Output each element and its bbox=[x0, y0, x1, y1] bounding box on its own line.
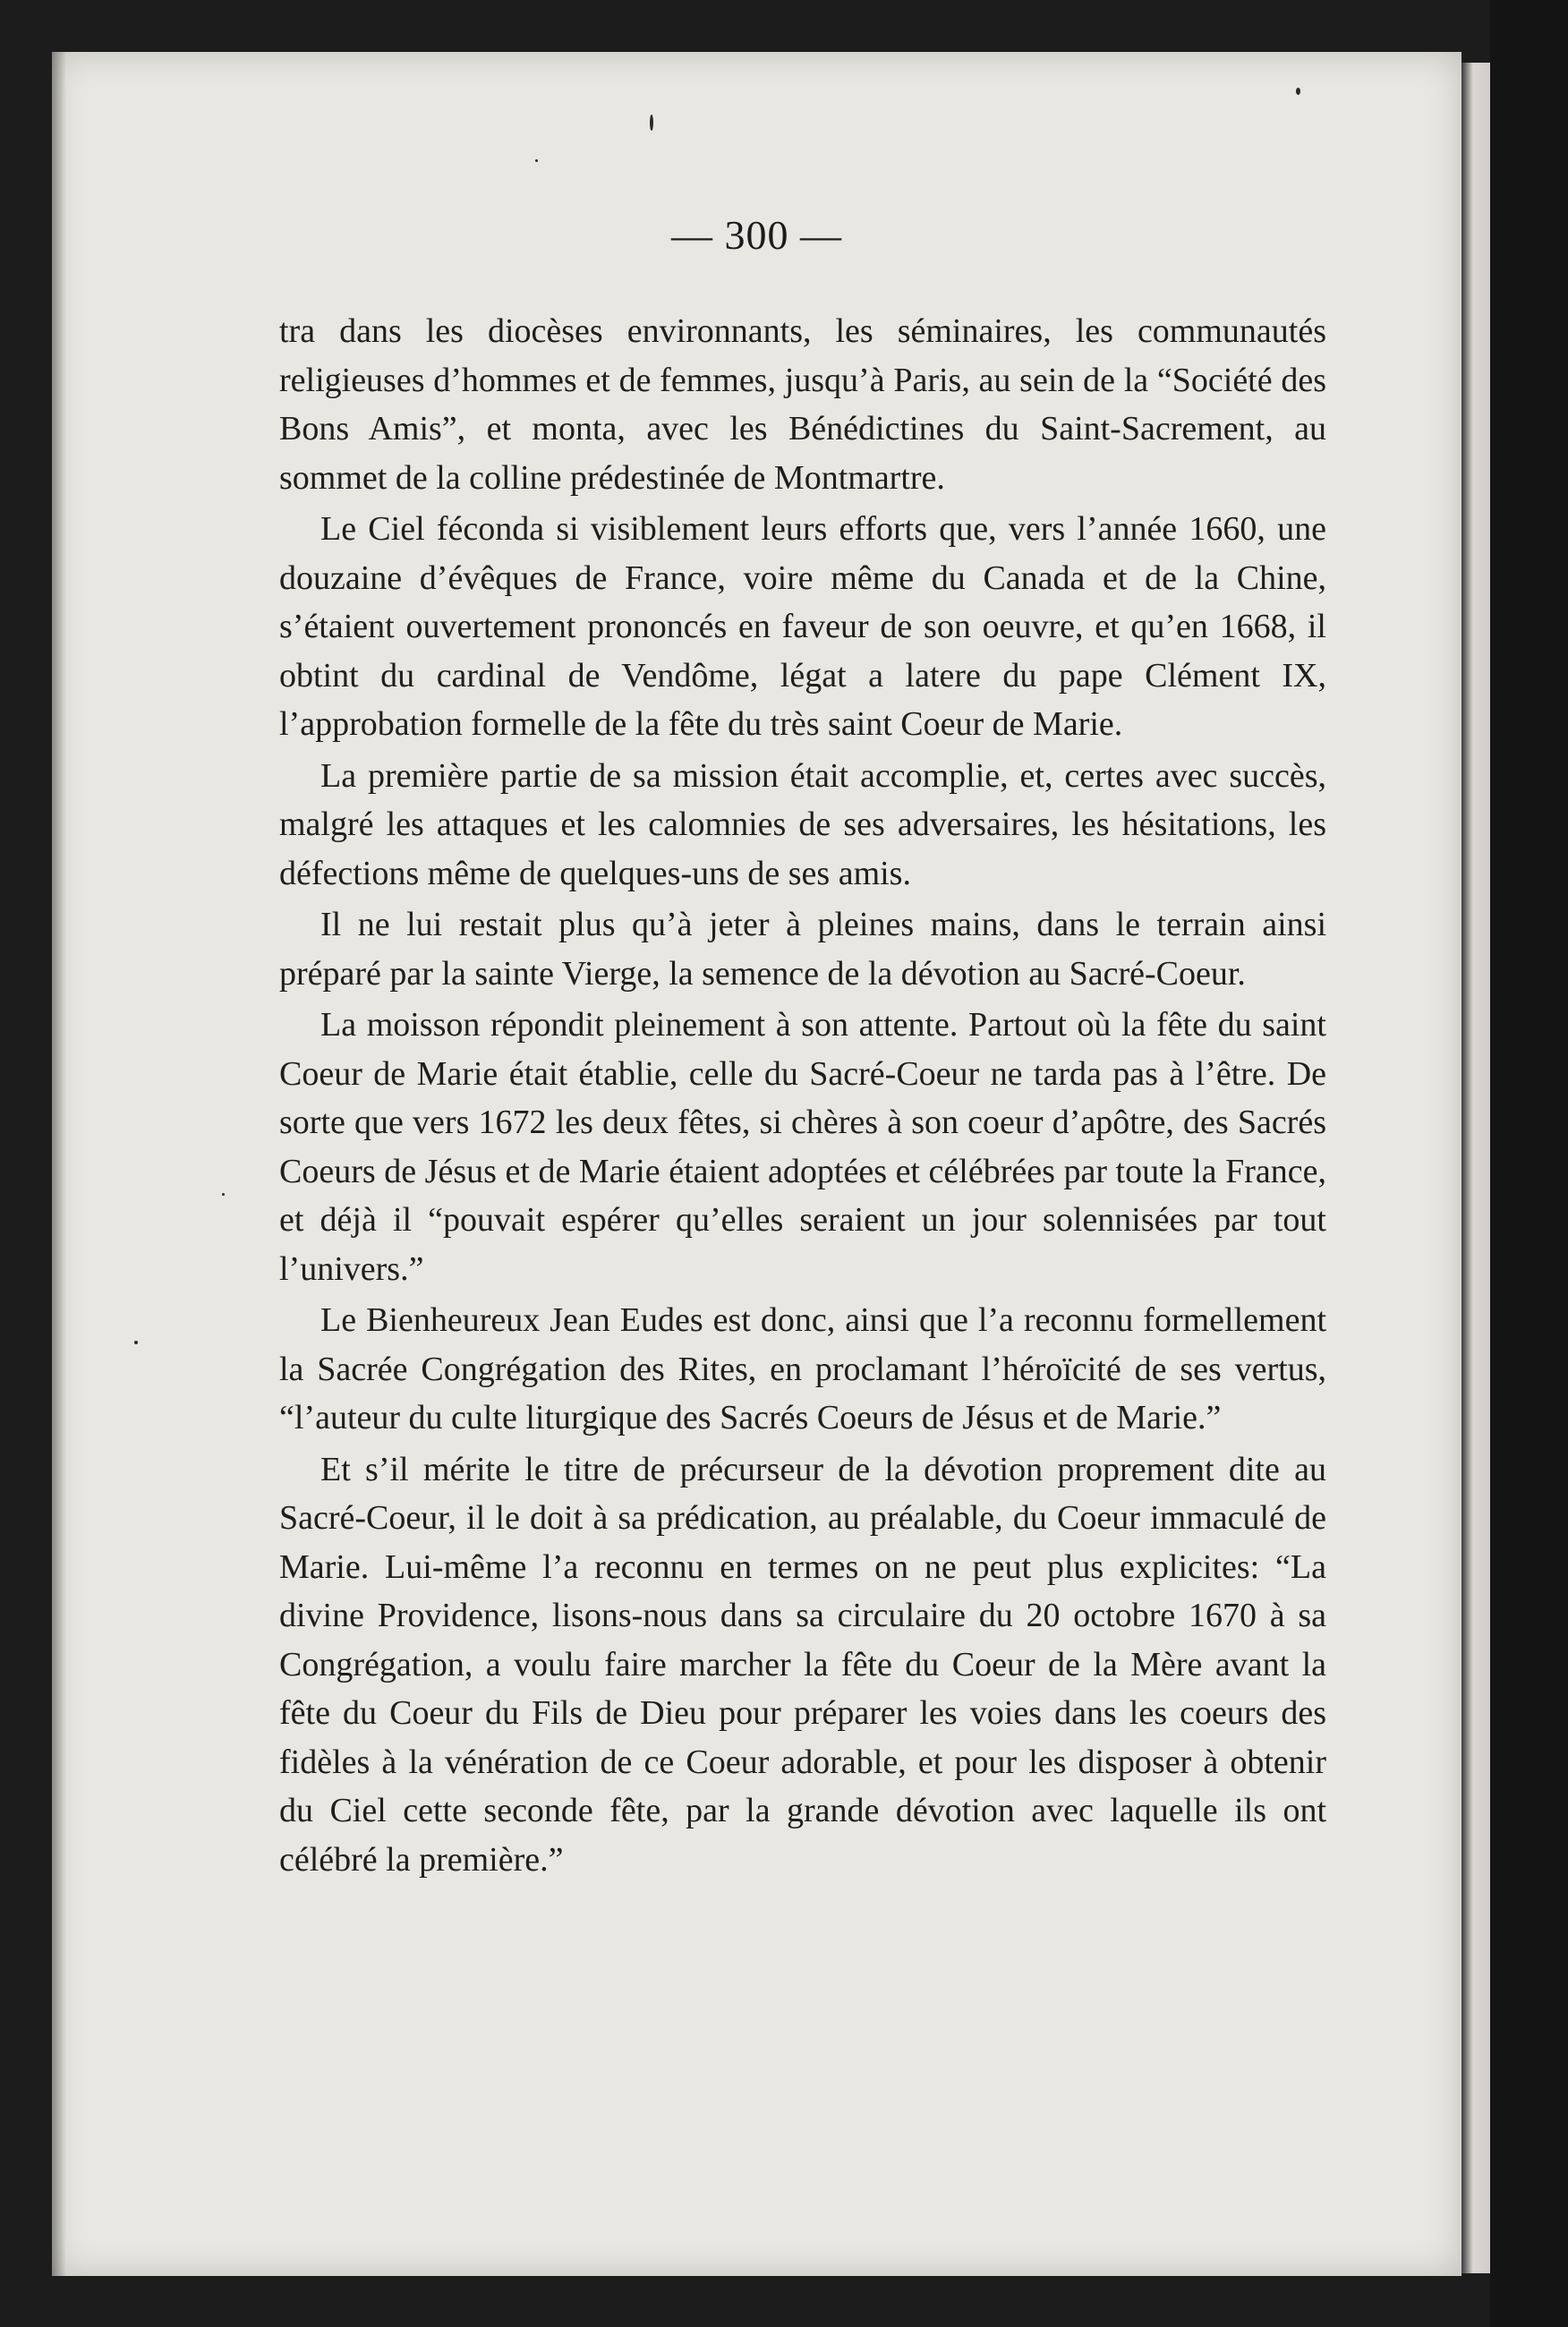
scan-border bbox=[1490, 0, 1568, 2327]
paragraph-5: La moisson répondit pleinement à son attente. Partout où la fête du saint Coeur de Marie était établie, celle du Sacré-Coeur ne tarda pas à l’être. De sorte que vers 1672 les deux fêtes, si chères à son coeur d’apôtre, des Sacrés Coeurs de Jésus et de Marie étaient adoptées et célébrées par toute la France, et déjà il “pouvait espérer qu’elles seraient un jour solennisées par tout l’univers.” bbox=[279, 1006, 1326, 1288]
paragraph-7: Et s’il mérite le titre de précurseur de la dévotion proprement dite au Sacré-Coeur, il le doit à sa prédication, au préalable, du Coeur immaculé de Marie. Lui-même l’a reconnu en termes on ne peut plus explicites: “La divine Providence, lisons-nous dans sa circulaire du 20 octobre 1670 à sa Congrégation, a voulu faire marcher la fête du Coeur de la Mère avant la fête du Coeur du Fils de Dieu pour préparer les voies dans les coeurs des fidèles à la vénération de ce Coeur adorable, et pour les disposer à obtenir du Ciel cette seconde fête, par la grande dévotion avec laquelle ils ont célébré la première.” bbox=[279, 1450, 1326, 1879]
dust-speck bbox=[1296, 88, 1300, 95]
paragraph-1: tra dans les diocèses environnants, les séminaires, les communautés religieuses d’hommes et de femmes, jusqu’à Paris, au sein de la “Société des Bons Amis”, et monta, avec les Bénédictines du Saint-Sacrement, au sommet de la colline prédestinée de Montmartre. bbox=[279, 312, 1326, 497]
dust-speck bbox=[222, 1193, 225, 1196]
dust-speck bbox=[650, 115, 653, 131]
body-text bbox=[279, 307, 1326, 1887]
page-number: — 300 — bbox=[671, 212, 842, 258]
book-page bbox=[52, 52, 1461, 2276]
adjacent-page-edge bbox=[1461, 63, 1490, 2273]
paragraph-6: Le Bienheureux Jean Eudes est donc, ainsi que l’a reconnu formellement la Sacrée Congrégation des Rites, en proclamant l’héroïcité de ses vertus, “l’auteur du culte liturgique des Sacrés Coeurs de Jésus et de Marie.” bbox=[279, 1301, 1326, 1436]
paragraph-2: Le Ciel féconda si visiblement leurs efforts que, vers l’année 1660, une douzaine d’évêques de France, voire même du Canada et de la Chine, s’étaient ouvertement prononcés en faveur de son oeuvre, et qu’en 1668, il obtint du cardinal de Vendôme, légat a latere du pape Clément IX, l’approbation formelle de la fête du très saint Coeur de Marie. bbox=[279, 510, 1326, 743]
dust-speck bbox=[535, 159, 538, 162]
dust-speck bbox=[134, 1341, 138, 1344]
paragraph-4: Il ne lui restait plus qu’à jeter à pleines mains, dans le terrain ainsi préparé par la sainte Vierge, la semence de la dévotion au Sacré-Coeur. bbox=[279, 906, 1326, 993]
paragraph-3: La première partie de sa mission était accomplie, et, certes avec succès, malgré les attaques et les calomnies de ses adversaires, les hésitations, les défections même de quelques-uns de ses amis. bbox=[279, 756, 1326, 892]
